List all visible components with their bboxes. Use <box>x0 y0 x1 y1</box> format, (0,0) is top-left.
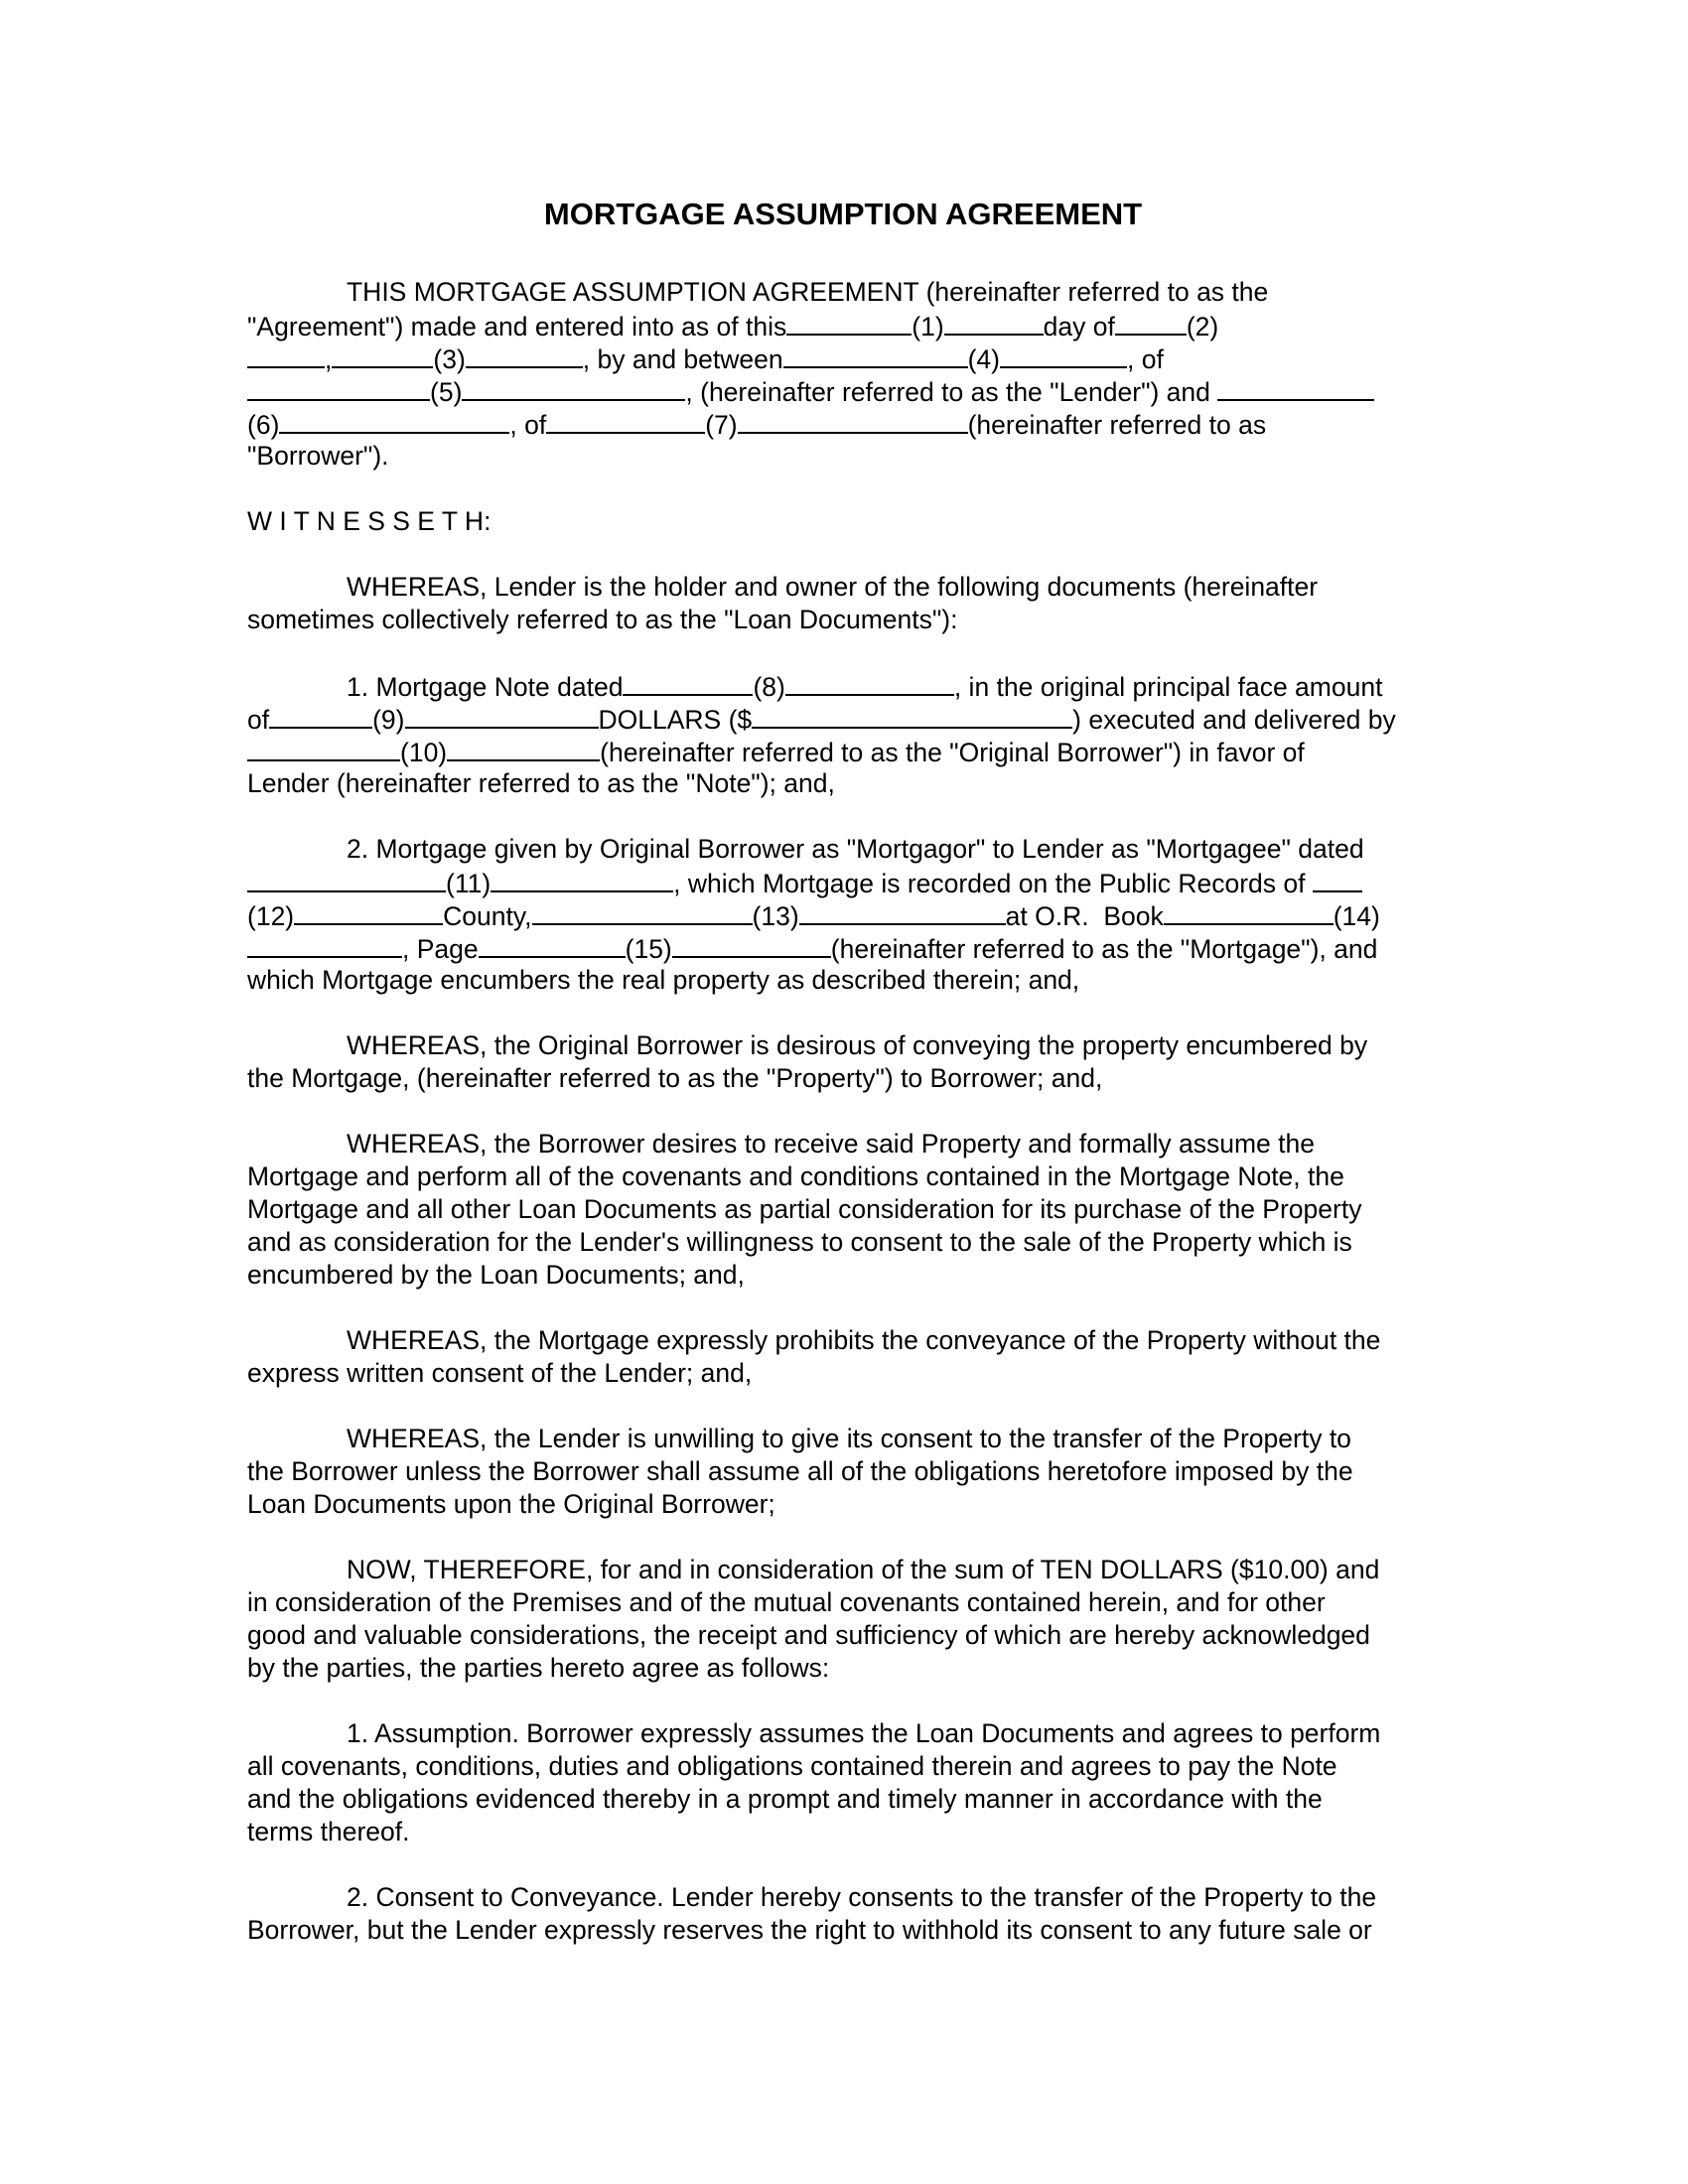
now-therefore-paragraph <box>247 1554 1439 1685</box>
blank-field[interactable] <box>466 341 583 368</box>
whereas-paragraph <box>247 571 1439 636</box>
paragraph-line: the Borrower unless the Borrower shall assume all of the obligations heretofore imposed by the <box>247 1456 1353 1486</box>
paragraph-line: WHEREAS, Lender is the holder and owner of the following documents (hereinafter <box>347 572 1319 602</box>
field-number-9: (9) <box>372 705 405 735</box>
paragraph-line: Loan Documents upon the Original Borrower; <box>247 1489 775 1519</box>
item-text: , in the original principal face amount <box>953 672 1383 702</box>
mortgage-item <box>247 833 1439 997</box>
paragraph-line <box>247 866 1439 898</box>
blank-field[interactable] <box>247 735 400 761</box>
blank-field[interactable] <box>462 374 685 401</box>
blank-field[interactable] <box>1164 898 1334 925</box>
blank-field[interactable] <box>247 374 430 401</box>
blank-field[interactable] <box>479 931 626 958</box>
blank-field[interactable] <box>944 309 1044 336</box>
paragraph-line: 2. Mortgage given by Original Borrower as "Mortgagor" to Lender as "Mortgagee" dated <box>347 834 1364 864</box>
preamble-text: , of <box>509 410 547 440</box>
blank-field[interactable] <box>623 669 753 696</box>
blank-field[interactable] <box>546 407 705 434</box>
blank-field[interactable] <box>247 866 446 892</box>
whereas-paragraph <box>247 1128 1439 1292</box>
item-text: at O.R. Book <box>1005 901 1164 931</box>
paragraph-line <box>247 702 1439 735</box>
blank-field[interactable] <box>1313 866 1362 892</box>
field-number-14: (14) <box>1333 901 1380 931</box>
blank-field[interactable] <box>279 407 509 434</box>
field-number-7: (7) <box>705 410 738 440</box>
blank-field[interactable] <box>247 341 325 368</box>
blank-field[interactable] <box>1000 341 1127 368</box>
blank-field[interactable] <box>532 898 753 925</box>
paragraph-line: and the obligations evidenced thereby in a prompt and timely manner in accordance with the <box>247 1784 1323 1814</box>
paragraph-line: Mortgage and all other Loan Documents as partial consideration for its purchase of the Property <box>247 1194 1362 1224</box>
witnesseth-heading: W I T N E S S E T H: <box>247 506 492 536</box>
whereas-paragraph <box>247 1324 1439 1390</box>
field-number-13: (13) <box>752 901 799 931</box>
paragraph-line: the Mortgage, (hereinafter referred to as the "Property") to Borrower; and, <box>247 1063 1103 1093</box>
item-text: of <box>247 705 270 735</box>
blank-field[interactable] <box>785 669 954 696</box>
preamble-line-4 <box>247 374 1439 407</box>
paragraph-line <box>247 931 1439 964</box>
paragraph-line: encumbered by the Loan Documents; and, <box>247 1260 745 1290</box>
preamble-line-5 <box>247 407 1439 440</box>
paragraph-line: express written consent of the Lender; and, <box>247 1358 753 1388</box>
preamble-paragraph <box>247 276 1439 473</box>
preamble-line-1: THIS MORTGAGE ASSUMPTION AGREEMENT (hereinafter referred to as the <box>347 277 1269 307</box>
paragraph-line: NOW, THEREFORE, for and in consideration of the sum of TEN DOLLARS ($10.00) and <box>347 1555 1380 1584</box>
paragraph-line: and as consideration for the Lender's willingness to consent to the sale of the Property which is <box>247 1227 1352 1257</box>
paragraph-line: WHEREAS, the Lender is unwilling to give its consent to the transfer of the Property to <box>347 1424 1351 1453</box>
preamble-text: (hereinafter referred to as <box>967 410 1267 440</box>
field-number-8: (8) <box>753 672 785 702</box>
paragraph-line: Borrower, but the Lender expressly reserves the right to withhold its consent to any future sale or <box>247 1915 1372 1945</box>
whereas-paragraph <box>247 1423 1439 1521</box>
blank-field[interactable] <box>491 866 673 892</box>
field-number-12: (12) <box>247 901 295 931</box>
paragraph-line <box>247 735 1439 767</box>
paragraph-line: Lender (hereinafter referred to as the "Note"); and, <box>247 768 835 798</box>
field-number-4: (4) <box>967 344 1000 374</box>
section-consent-to-conveyance <box>247 1881 1439 1947</box>
field-number-5: (5) <box>430 377 463 407</box>
paragraph-line: by the parties, the parties hereto agree as follows: <box>247 1653 830 1683</box>
document-page <box>247 179 1439 1947</box>
field-number-10: (10) <box>400 738 448 767</box>
field-number-6: (6) <box>247 410 280 440</box>
paragraph-line: in consideration of the Premises and of the mutual covenants contained herein, and for other <box>247 1587 1326 1617</box>
blank-field[interactable] <box>1115 309 1187 336</box>
blank-field[interactable] <box>247 931 402 958</box>
blank-field[interactable] <box>786 309 912 336</box>
item-text: ) executed and delivered by <box>1072 705 1396 735</box>
paragraph-line: which Mortgage encumbers the real property as described therein; and, <box>247 965 1080 995</box>
field-number-1: (1) <box>912 312 944 341</box>
field-number-2: (2) <box>1186 312 1219 341</box>
preamble-text: , (hereinafter referred to as the "Lender") and <box>685 377 1210 407</box>
document-title: MORTGAGE ASSUMPTION AGREEMENT <box>543 197 1143 231</box>
paragraph-line <box>247 669 1439 702</box>
paragraph-line: Mortgage and perform all of the covenants and conditions contained in the Mortgage Note, the <box>247 1161 1344 1191</box>
preamble-text: , of <box>1127 344 1164 374</box>
blank-field[interactable] <box>672 931 831 958</box>
item-text: , which Mortgage is recorded on the Public Records of <box>673 869 1306 898</box>
mortgage-note-item <box>247 669 1439 800</box>
section-assumption <box>247 1717 1439 1848</box>
paragraph-line: WHEREAS, the Borrower desires to receive said Property and formally assume the <box>347 1129 1316 1159</box>
paragraph-line: good and valuable considerations, the receipt and sufficiency of which are hereby acknowledged <box>247 1620 1370 1650</box>
field-number-11: (11) <box>446 869 492 898</box>
blank-field[interactable] <box>738 407 968 434</box>
blank-field[interactable] <box>269 702 372 729</box>
item-text: (hereinafter referred to as the "Mortgage"), and <box>830 934 1378 964</box>
preamble-line-3 <box>247 341 1439 374</box>
preamble-line-2 <box>247 309 1439 341</box>
item-text: , Page <box>402 934 479 964</box>
item-text: (hereinafter referred to as the "Original Borrower") in favor of <box>600 738 1305 767</box>
blank-field[interactable] <box>799 898 1006 925</box>
paragraph-line: WHEREAS, the Original Borrower is desirous of conveying the property encumbered by <box>347 1030 1368 1060</box>
paragraph-line <box>247 898 1439 931</box>
paragraph-line: 2. Consent to Conveyance. Lender hereby consents to the transfer of the Property to the <box>347 1882 1377 1912</box>
preamble-text: "Agreement") made and entered into as of this <box>247 312 787 341</box>
paragraph-line: sometimes collectively referred to as the "Loan Documents"): <box>247 605 958 634</box>
item-text: 1. Mortgage Note dated <box>347 672 624 702</box>
field-number-15: (15) <box>625 934 672 964</box>
paragraph-line: WHEREAS, the Mortgage expressly prohibits the conveyance of the Property without the <box>347 1325 1381 1355</box>
field-number-3: (3) <box>433 344 466 374</box>
blank-field[interactable] <box>405 702 599 729</box>
preamble-text: , <box>325 344 333 374</box>
paragraph-line: terms thereof. <box>247 1817 410 1846</box>
whereas-paragraph <box>247 1029 1439 1095</box>
item-text: DOLLARS ($ <box>598 705 753 735</box>
blank-field[interactable] <box>752 702 1072 729</box>
preamble-text: , by and between <box>582 344 783 374</box>
paragraph-line: all covenants, conditions, duties and obligations contained therein and agrees to pay the Note <box>247 1751 1337 1781</box>
blank-field[interactable] <box>294 898 443 925</box>
blank-field[interactable] <box>447 735 600 761</box>
preamble-text: day of <box>1043 312 1115 341</box>
preamble-line-6: "Borrower"). <box>247 441 389 471</box>
blank-field[interactable] <box>1217 374 1374 401</box>
paragraph-line: 1. Assumption. Borrower expressly assumes the Loan Documents and agrees to perform <box>347 1718 1381 1748</box>
item-text: County, <box>443 901 532 931</box>
blank-field[interactable] <box>783 341 968 368</box>
blank-field[interactable] <box>332 341 433 368</box>
